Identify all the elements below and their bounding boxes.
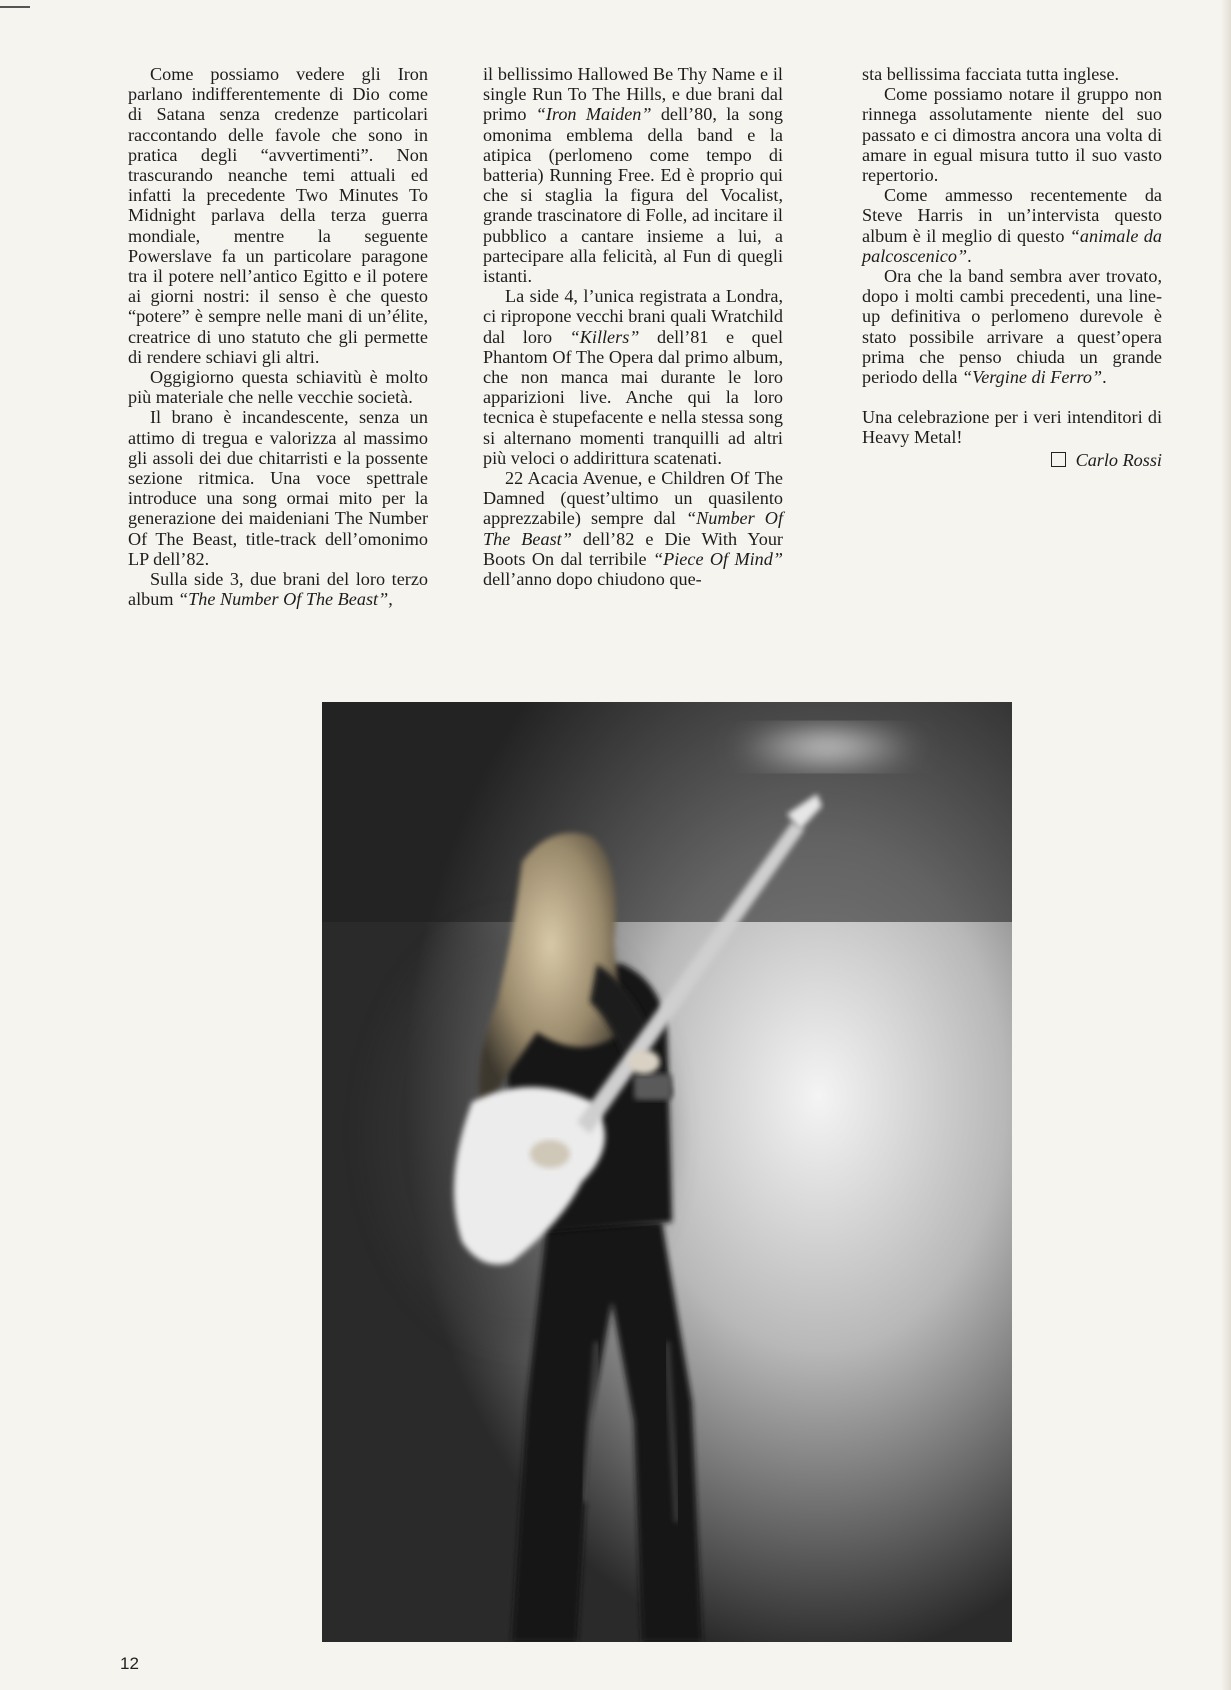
author-name: Carlo Rossi bbox=[1075, 449, 1162, 470]
text: La side 4, l’unica registrata a Londra, ci ripropone vecchi brani quali Wratchild dal loro bbox=[483, 286, 783, 347]
text: . bbox=[1102, 367, 1107, 388]
text: dell’80, la song omonima emblema della band e la atipica (perlomeno come tempo di batteria) Running Free. Ed è proprio qui che si staglia la figura del Vocalist, grande trascinatore di Folle, ad incitare il pubblico a cantare insieme a lui, a partecipare alla felicità, al Fun di quegli istanti. bbox=[483, 104, 783, 287]
album-title: “Piece Of Mind” bbox=[653, 548, 783, 569]
text: . bbox=[967, 245, 972, 266]
album-title: “Killers” bbox=[569, 326, 640, 347]
page-edge-shadow bbox=[1221, 0, 1231, 1690]
album-title: “Number Of The Beast” bbox=[483, 508, 783, 549]
author-signature bbox=[862, 450, 1162, 470]
top-rule bbox=[0, 6, 30, 8]
end-mark-icon bbox=[1051, 452, 1066, 467]
paragraph: sta bellissima facciata tutta inglese. bbox=[862, 64, 1120, 84]
paragraph bbox=[483, 64, 783, 286]
article-column-2 bbox=[483, 64, 783, 589]
paragraph bbox=[483, 286, 783, 468]
italic-quote: “Vergine di Ferro” bbox=[962, 367, 1103, 388]
text: Come ammesso recentemente da Steve Harris in un’intervista questo album è il meglio di questo bbox=[862, 185, 1162, 246]
text: dell’81 e quel Phantom Of The Opera dal primo album, che non manca mai durante le loro apparizioni live. Anche qui la loro tecnica è stupefacente e nella stessa song si alternano momenti tranquilli ad altri più veloci o addirittura scatenati. bbox=[483, 326, 783, 468]
text: Sulla side 3, due brani del loro terzo album bbox=[128, 569, 428, 610]
text: il bellissimo Hallowed Be Thy Name e il single Run To The Hills, e due brani dal primo bbox=[483, 64, 783, 125]
concert-photo bbox=[322, 702, 1012, 1642]
article-column-3 bbox=[862, 64, 1162, 470]
paragraph bbox=[862, 185, 1162, 266]
italic-quote: “animale da palcoscenico” bbox=[862, 225, 1162, 266]
text: Ora che la band sembra aver trovato, dopo i molti cambi precedenti, una line-up definitiva o perlomeno durevole è stato possibile arrivare a quest’opera prima che penso chiuda un grande periodo della bbox=[862, 266, 1162, 388]
article-column-1 bbox=[128, 64, 428, 609]
album-title: “Iron Maiden” bbox=[535, 104, 652, 125]
paragraph: Il brano è incandescente, senza un attimo di tregua e valorizza al massimo gli assoli dei due chitarristi e la possente sezione ritmica. Una voce spettrale introduce una song ormai mito per la generazione dei maideniani The Number Of The Beast, title-track dell’omonimo LP dell’82. bbox=[128, 407, 428, 569]
album-title: “The Number Of The Beast”, bbox=[178, 589, 393, 610]
paragraph: Oggigiorno questa schiavitù è molto più materiale che nelle vecchie società. bbox=[128, 367, 428, 408]
text: 22 Acacia Avenue, e Children Of The Damned (quest’ultimo un quasilento apprezzabile) sempre dal bbox=[483, 468, 783, 529]
text: dell’82 e Die With Your Boots On dal terribile bbox=[483, 528, 783, 569]
closing-paragraph: Una celebrazione per i veri intenditori di Heavy Metal! bbox=[862, 407, 1162, 448]
paragraph bbox=[483, 468, 783, 589]
paragraph bbox=[862, 266, 1162, 387]
paragraph bbox=[128, 569, 428, 609]
guitarist-photo-graphic bbox=[322, 702, 1012, 1642]
paragraph: Come possiamo notare il gruppo non rinnega assolutamente niente del suo passato e ci dimostra ancora una volta di amare in egual misura tutto il suo vasto repertorio. bbox=[862, 84, 1162, 186]
page-number: 12 bbox=[120, 1654, 139, 1673]
paragraph: Come possiamo vedere gli Iron parlano indifferentemente di Dio come di Satana senza credenze particolari raccontando delle favole che sono in pratica degli “avvertimenti”. Non trascurando neanche temi attuali ed infatti la precedente Two Minutes To Midnight parlava della terza guerra mondiale, mentre la seguente Powerslave fa un particolare paragone tra il potere nell’antico Egitto e il potere ai giorni nostri: il senso è che questo “potere” è sempre nelle mani di un’élite, creatrice di uno statuto che gli permette di rendere schiavi gli altri. bbox=[128, 64, 428, 367]
text: dell’anno dopo chiudono que- bbox=[483, 569, 702, 590]
